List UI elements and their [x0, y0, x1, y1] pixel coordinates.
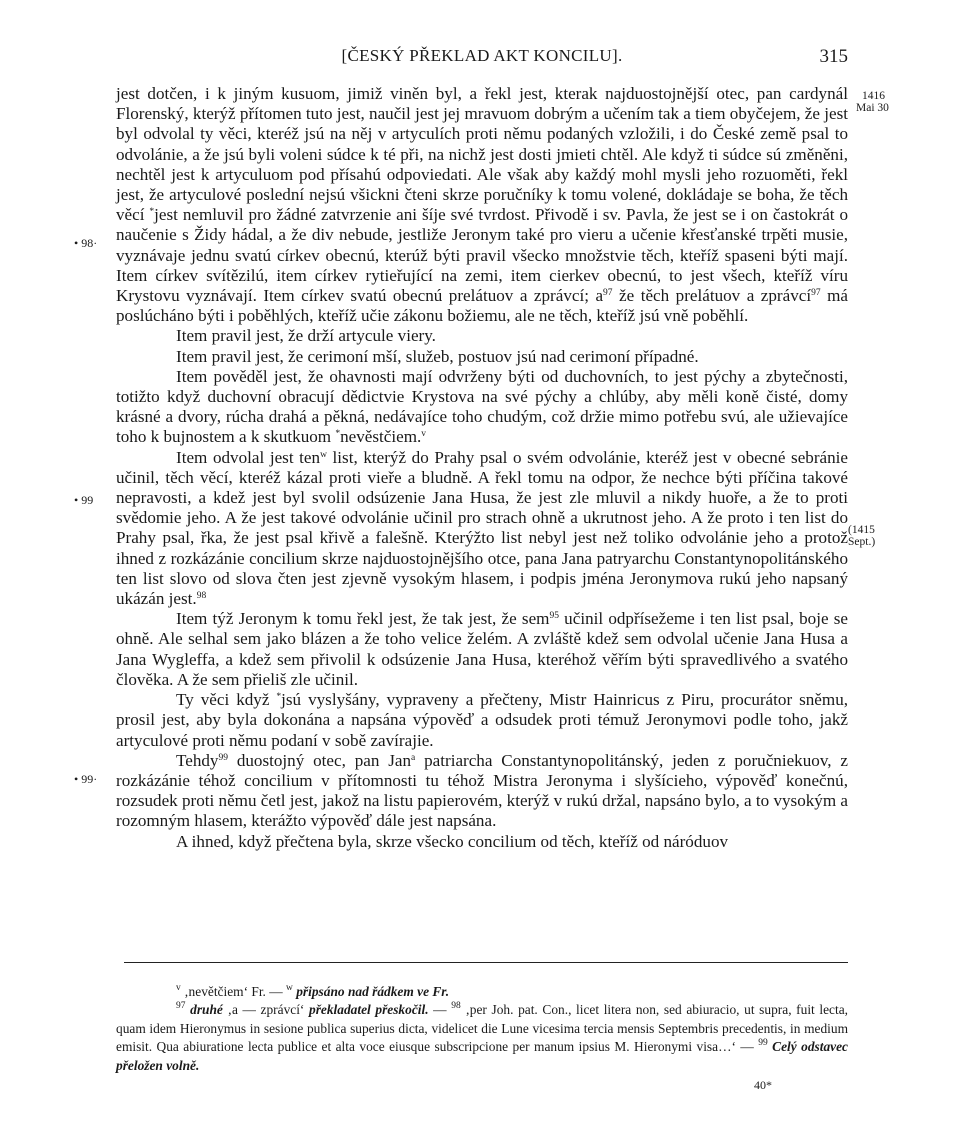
margin-date-1415 [848, 524, 908, 548]
text-run: Item pověděl jest, že ohavnosti mají odvrženy býti od duchovních, to jest pýchy a zbytečnosti, totižto když duchovní obracují dědictvie Krystova na své pýchy a chlúby, aby měli koně čisté, domy krásné a dvory, rúcha drahá a pěkná, nedávajíce toho chudým, což držie mimo potřebu svú, ale užievajíce toho k bujnostem a k skutkuom [116, 366, 848, 447]
text-run: duostojný otec, pan Jan [227, 750, 412, 770]
text-run: list, kterýž do Prahy psal o svém odvolánie, kteréž jest v obecné sebránie učinil, těch věcí, kteréž kázal proti vieře a bludně. A řekl tomu na odpor, že nechce býti příčina takové nepravosti, a kdež jest byl svolil odsúzenie Jana Husa, že jest zle mluvil a nikdy huoře, a že to proti svědomie jeho. A že jest takové odvolánie učinil pro strach ohně a ukrutnost jeho. A že proto i ten list do Prahy psal, řka, že jest psal křivě a falešně. Kterýžto list nebyl jest než toliko odvolánie jeho a protož ihned z rozkázánie concilium skrze najduostojnějšího otce, pana Jana patryarchu Constantynopolitánského ten list slovo od slova čten jest zjevně vysokým hlasem, i podpis jména Jeronymova rukú jeho napsaný ukázán jest. [116, 447, 848, 609]
paragraph [116, 448, 848, 610]
paragraph [116, 609, 848, 690]
page-header [116, 46, 848, 70]
footnote-text: překladatel přeskočil. [309, 1002, 429, 1018]
text-run: že těch prelátuov a zprávcí [612, 286, 812, 306]
margin-date-1416 [856, 90, 916, 114]
footnote-text: ‚a — zprávcí‘ [222, 1002, 310, 1018]
marker: * [276, 692, 282, 703]
footnote-marker: w [286, 983, 293, 993]
footnote-ref: 99 [218, 752, 228, 763]
footnote-rule [124, 962, 848, 963]
text-run: jest nemluvil pro žádné zatvrzenie ani šíje své tvrdost. Přivodě i sv. Pavla, že jest se i on častokrát o naučenie s Židy hádal, a že div nebude, jestliže Jeronym také pro vieru a učenie křesťanské trpěti musie, vyznávaje jednu svatú církev obecnú, kterúž býti pravil všecko množstvie těch, kteříž spaseni býti mají. Item církev svítězilú, item církev rytieřující na zemi, item cierkev obecnú, to jest všech, kteříž víru Krystovu vyznávají. Item církev svatú obecnú prelátuov a zprávcí; a [116, 205, 848, 306]
paragraph: Item pravil jest, že drží artycule viery. [176, 326, 436, 346]
text-run: učinil odpřísežeme i ten list psal, boje se ohně. Ale selhal sem jako blázen a že toho velice želém. A zvláště kdež sem odvolal učenie Jana Husa a Jana Wygleffa, a kdež sem přivolil k odsúzenie Jana Husa, kteréhož věřím býti spravedlivého a svatého člověka. A že sem přieliš zle učinil. [116, 609, 848, 689]
text-run: jsú vyslyšány, vypraveny a přečteny, Mistr Hainricus z Piru, procurátor sněmu, prosil jest, aby byla dokonána a napsána výpověď a odsudek proti témuž Jeronymovi podle toho, jakž artyculové proti němu podaní v sobě zavírajie. [116, 690, 849, 750]
footnote-ref: v [421, 429, 427, 440]
margin-ref-99: • 99 [74, 493, 94, 507]
margin-date-day: Mai 30 [856, 102, 889, 114]
footnote-marker: 99 [758, 1038, 768, 1049]
text-run: patriarcha Constantynopolitánský, jeden z poručniekuov, z rozkázánie téhož concilium v přítomnosti tu téhož Mistra Jeronyma i slyšícieho, výpověď konečnú, rozsudek proti němu četl jest, jakož na listu papierovém, kterýž v rukú držal, napsáno bylo, a to vysokým a rozomným hlasem, kterážto výpověď dále jest napsána. [116, 750, 848, 831]
footnote-ref: 95 [549, 611, 559, 622]
footnote-line [116, 1001, 848, 1075]
footnote-line [116, 983, 848, 1001]
margin-ref-98: • 98· [74, 236, 98, 250]
paragraph [116, 367, 848, 448]
page-number: 315 [819, 46, 848, 67]
footnote-text: připsáno nad řádkem ve Fr. [292, 984, 450, 999]
running-title: [ČESKÝ PŘEKLAD AKT KONCILU]. [341, 46, 623, 65]
margin-ref-99b: • 99· [74, 772, 98, 786]
paragraph [116, 84, 848, 326]
margin-date-day: Sept.) [848, 536, 876, 548]
footnote-marker: 98 [451, 1001, 461, 1012]
text-run: Item týž Jeronym k tomu řekl jest, že tak jest, že sem [176, 609, 550, 629]
margin-date-year: 1416 [862, 90, 885, 102]
footnote-ref: w [320, 449, 327, 460]
text-run: Tehdy [176, 750, 219, 770]
footnotes [116, 983, 848, 1075]
main-text [116, 84, 848, 852]
footnote-ref: 97 [603, 288, 613, 299]
footnote-ref: 98 [196, 591, 207, 602]
footnote-text: Celý odstavec přeložen volně. [116, 1039, 848, 1073]
signature-mark: 40* [754, 1078, 772, 1092]
margin-date-year: (1415 [848, 524, 875, 536]
text-run: Ty věci když [176, 690, 277, 710]
paragraph: Item pravil jest, že cerimoní mší, služeb, postuov jsú nad cerimoní případné. [176, 346, 699, 366]
marker: * [149, 207, 155, 218]
footnote-text: — [428, 1002, 452, 1018]
text-run: jest dotčen, i k jiným kusuom, jimiž viněn byl, a řekl jest, kterak najduostojnější otec, pan cardynál Florenský, kterýž přítomen tuto jest, naučil jest jej mravuom dobrým a učením tak a tiem obyčejem, že jest byl odvolal ty věci, kteréž jsú na něj v artyculích proti němu podaných vzložili, i do České země psal to odvolánie, a že jsú byli voleni súdce k té při, na nichž jest dosti jmieti chtěl. Ale když ti súdce sú změněni, nechtěl jest k artyculuom pod přísahú odpoviedati. Ale však aby každý mohl mysli jeho rozuoměti, řekl jest, že artyculové poslední nejsú všickni čteni skrze poručníky k tomu volené, dokládaje se boha, že těch věcí [116, 84, 848, 225]
text-run: má poslúcháno býti i poběhlých, kteříž učie zákonu božiemu, ale ne těch, kteříž jsú vně poběhlí. [116, 286, 848, 326]
paragraph: A ihned, když přečtena byla, skrze všecko concilium od těch, kteříž od náróduov [176, 831, 729, 851]
text-run: Item odvolal jest ten [176, 447, 321, 467]
footnote-text: ‚per Joh. pat. Con., licet litera non, sed abiuracio, ut supra, fuit lecta, quam idem Hieronymus in sesione publica superius dicta, videlicet die Lune vicesima tercia mensis Septembris precedentis, in medium emisit. Qua abiuratione lecta publice et alta voce eiusque subscripcione per manum ipsius M. Hieronymi visa…‘ — [116, 1002, 848, 1055]
paragraph [116, 690, 848, 751]
marker: * [335, 429, 341, 440]
text-run: nevěstčiem. [340, 427, 422, 447]
footnote-ref: a [411, 752, 416, 763]
paragraph [116, 751, 848, 832]
footnote-text: druhé [185, 1002, 223, 1018]
footnote-marker: 97 [176, 1001, 186, 1012]
footnote-marker: v [176, 983, 181, 993]
footnote-ref: 97 [811, 288, 821, 299]
footnote-text: ‚nevětčiem‘ Fr. — [180, 984, 286, 999]
